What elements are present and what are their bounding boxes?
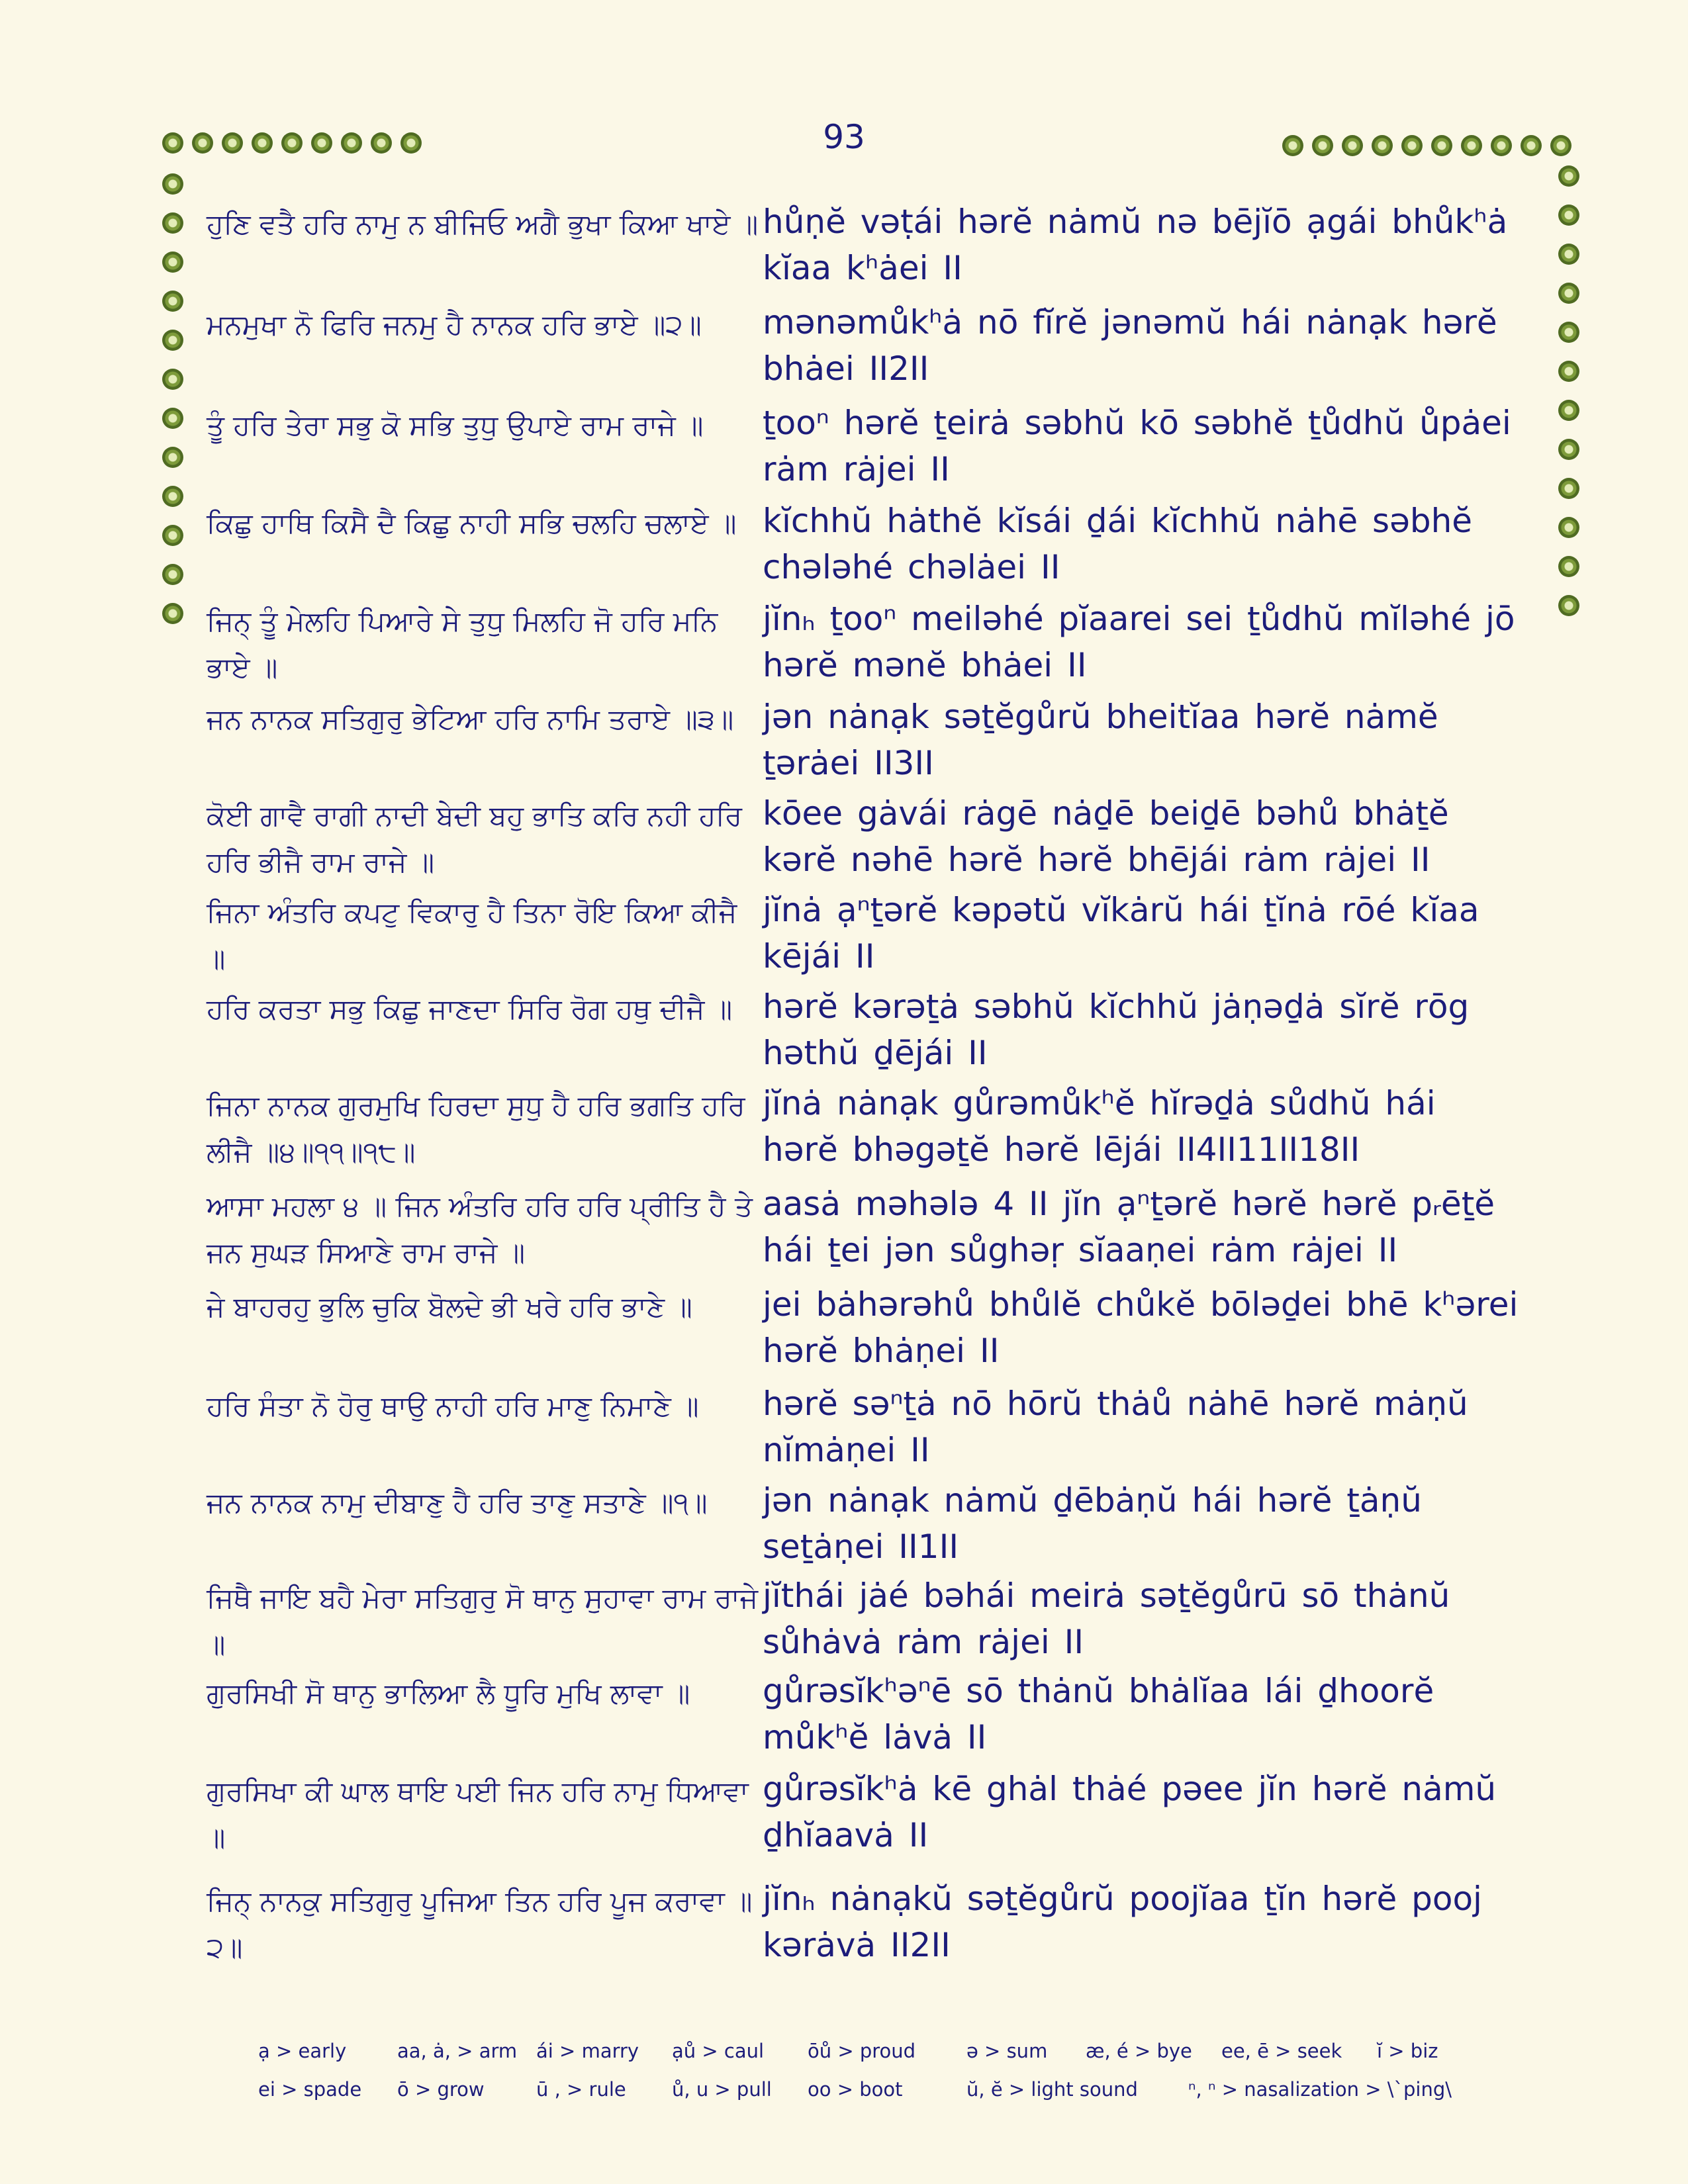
flower-ornament-icon xyxy=(1521,135,1542,156)
flower-ornament-icon xyxy=(1401,135,1423,156)
legend-item: ů, u > pull xyxy=(672,2078,772,2101)
verse-entry xyxy=(207,498,1524,596)
flower-ornament-icon xyxy=(1558,595,1579,616)
gurmukhi-text: ਕੋਈ ਗਾਵੈ ਰਾਗੀ ਨਾਦੀ ਬੇਦੀ ਬਹੁ ਭਾਤਿ ਕਰਿ ਨਹੀ ਹਰਿ ਹਰਿ ਭੀਜੈ ਰਾਮ ਰਾਜੇ ॥ xyxy=(207,799,742,878)
flower-ornament-icon xyxy=(1282,135,1303,156)
legend-item: ō > grow xyxy=(397,2078,485,2101)
transliteration-text: jei bȧhərəhů bhůlĕ chůkĕ bōləḏei bhē kʰərei hərĕ bhȧṇei II xyxy=(763,1285,1519,1370)
flower-ornament-icon xyxy=(1461,135,1482,156)
gurmukhi-text: ਕਿਛੁ ਹਾਥਿ ਕਿਸੈ ਦੈ ਕਿਛੁ ਨਾਹੀ ਸਭਿ ਚਲਹਿ ਚਲਾਏ ॥ xyxy=(207,507,737,539)
gurmukhi-text: ਗੁਰਸਿਖਾ ਕੀ ਘਾਲ ਥਾਇ ਪਈ ਜਿਨ ਹਰਿ ਨਾਮੁ ਧਿਆਵਾ ॥ xyxy=(207,1775,749,1854)
flower-ornament-icon xyxy=(1558,165,1579,187)
verse-entry xyxy=(207,299,1524,400)
flower-ornament-icon xyxy=(1558,439,1579,460)
legend-item: ái > marry xyxy=(536,2040,639,2062)
legend-item: ạů > caul xyxy=(672,2040,765,2062)
page-number: 93 xyxy=(823,118,865,156)
gurmukhi-text: ਹਰਿ ਸੰਤਾ ਨੋ ਹੋਰੁ ਥਾਉ ਨਾਹੀ ਹਰਿ ਮਾਣੁ ਨਿਮਾਣੇ ॥ xyxy=(207,1390,699,1422)
legend-item: ee, ē > seek xyxy=(1221,2040,1342,2062)
verse-entry xyxy=(207,400,1524,498)
transliteration-text: hůṇĕ vəṭái hərĕ nȧmŭ nə bējĭō ạgái bhůkʰȧ kĭaa kʰȧei II xyxy=(763,203,1508,287)
flower-ornament-icon xyxy=(222,132,243,154)
flower-ornament-icon xyxy=(1491,135,1512,156)
transliteration-text: jən nȧnạk səṯĕgůrŭ bheitĭaa hərĕ nȧmĕ ṯərȧei II3II xyxy=(763,698,1438,782)
flower-ornament-icon xyxy=(1558,517,1579,538)
flower-ornament-icon xyxy=(1550,135,1571,156)
legend-item: ei > spade xyxy=(258,2078,362,2101)
legend-item: æ, é > bye xyxy=(1086,2040,1192,2062)
flower-ornament-icon xyxy=(162,251,183,273)
verse-entry xyxy=(207,887,1524,983)
verse-entry xyxy=(207,790,1524,887)
transliteration-text: jĭnₕ ṯooⁿ meiləhé pĭaarei sei ṯůdhŭ mĭləhé jō hərĕ mənĕ bhȧei II xyxy=(763,600,1515,684)
gurmukhi-text: ਜਿਥੈ ਜਾਇ ਬਹੈ ਮੇਰਾ ਸਤਿਗੁਰੁ ਸੋ ਥਾਨੁ ਸੁਹਾਵਾ ਰਾਮ ਰਾਜੇ ॥ xyxy=(207,1582,759,1661)
transliteration-text: jĭnₕ nȧnạkŭ səṯĕgůrŭ poojĭaa ṯĭn hərĕ pooj kərȧvȧ II2II xyxy=(763,1880,1482,1964)
legend-item: ū , > rule xyxy=(536,2078,626,2101)
flower-ornament-icon xyxy=(400,132,422,154)
transliteration-text: jĭnȧ nȧnạk gůrəmůkʰĕ hĭrəḏȧ sůdhŭ hái hərĕ bhəgəṯĕ hərĕ lējái II4II11II18II xyxy=(763,1084,1436,1169)
flower-ornament-icon xyxy=(311,132,332,154)
gurmukhi-text: ਹਰਿ ਕਰਤਾ ਸਭੁ ਕਿਛੁ ਜਾਣਦਾ ਸਿਰਿ ਰੋਗ ਹਥੁ ਦੀਜੈ ॥ xyxy=(207,993,733,1025)
flower-ornament-icon xyxy=(1558,361,1579,382)
gurmukhi-text: ਜਨ ਨਾਨਕ ਨਾਮੁ ਦੀਬਾਣੁ ਹੈ ਹਰਿ ਤਾਣੁ ਸਤਾਣੇ ॥੧॥ xyxy=(207,1486,708,1519)
gurmukhi-text: ਜਿਨਾ ਨਾਨਕ ਗੁਰਮੁਖਿ ਹਿਰਦਾ ਸੁਧੁ ਹੈ ਹਰਿ ਭਗਤਿ ਹਰਿ ਲੀਜੈ ॥੪॥੧੧॥੧੮॥ xyxy=(207,1089,745,1168)
flower-ornament-icon xyxy=(1558,205,1579,226)
gurmukhi-text: ਜਿਨ੍ ਤੂੰ ਮੇਲਹਿ ਪਿਆਰੇ ਸੇ ਤੁਧੁ ਮਿਲਹਿ ਜੋ ਹਰਿ ਮਨਿ ਭਾਏ ॥ xyxy=(207,605,718,684)
verse-entry xyxy=(207,1572,1524,1668)
verse-entry xyxy=(207,596,1524,694)
flower-ornament-icon xyxy=(162,486,183,507)
flower-ornament-icon xyxy=(1558,283,1579,304)
flower-ornament-icon xyxy=(371,132,392,154)
ornament-column-left xyxy=(161,173,185,624)
transliteration-text: kĭchhŭ hȧthĕ kĭsái ḏái kĭchhŭ nȧhē səbhĕ chələhé chəlȧei II xyxy=(763,502,1473,586)
verse-entry xyxy=(207,1281,1524,1381)
verse-entry xyxy=(207,1668,1524,1766)
transliteration-text: ṯooⁿ hərĕ ṯeirȧ səbhŭ kō səbhĕ ṯůdhŭ ůpȧei rȧm rȧjei II xyxy=(763,404,1511,488)
flower-ornament-icon xyxy=(162,564,183,585)
verse-entry xyxy=(207,199,1524,299)
ornament-row-right xyxy=(1282,134,1571,158)
flower-ornament-icon xyxy=(1558,400,1579,421)
flower-ornament-icon xyxy=(162,447,183,468)
flower-ornament-icon xyxy=(162,330,183,351)
gurmukhi-text: ਆਸਾ ਮਹਲਾ ੪ ॥ ਜਿਨ ਅੰਤਰਿ ਹਰਿ ਹਰਿ ਪ੍ਰੀਤਿ ਹੈ ਤੇ ਜਨ ਸੁਘੜ ਸਿਆਣੇ ਰਾਮ ਰਾਜੇ ॥ xyxy=(207,1190,753,1269)
transliteration-text: jĭthái jȧé bəhái meirȧ səṯĕgůrū sō thȧnŭ sůhȧvȧ rȧm rȧjei II xyxy=(763,1576,1450,1661)
flower-ornament-icon xyxy=(1372,135,1393,156)
flower-ornament-icon xyxy=(341,132,362,154)
verse-entry xyxy=(207,1766,1524,1876)
verse-entry xyxy=(207,1080,1524,1181)
legend-item: ĭ > biz xyxy=(1377,2040,1438,2062)
verse-entry xyxy=(207,983,1524,1080)
gurmukhi-text: ਜਿਨ੍ ਨਾਨਕੁ ਸਤਿਗੁਰੁ ਪੂਜਿਆ ਤਿਨ ਹਰਿ ਪੂਜ ਕਰਾਵਾ ॥੨॥ xyxy=(207,1885,753,1964)
transliteration-text: jĭnȧ ạⁿṯərĕ kəpətŭ vĭkȧrŭ hái ṯĭnȧ rōé kĭaa kējái II xyxy=(763,891,1479,976)
flower-ornament-icon xyxy=(1431,135,1452,156)
gurmukhi-text: ਹੁਣਿ ਵਤੈ ਹਰਿ ਨਾਮੁ ਨ ਬੀਜਿਓ ਅਗੈ ਭੁਖਾ ਕਿਆ ਖਾਏ ॥ xyxy=(207,208,759,240)
legend-row xyxy=(258,2070,1516,2109)
flower-ornament-icon xyxy=(252,132,273,154)
transliteration-text: gůrəsĭkʰəⁿē sō thȧnŭ bhȧlĭaa lái ḏhoorĕ můkʰĕ lȧvȧ II xyxy=(763,1672,1434,1756)
flower-ornament-icon xyxy=(162,173,183,195)
pronunciation-legend xyxy=(258,2032,1516,2109)
ornament-row-left xyxy=(162,131,422,155)
verse-entry xyxy=(207,1381,1524,1477)
flower-ornament-icon xyxy=(1558,244,1579,265)
gurmukhi-text: ਮਨਮੁਖਾ ਨੋ ਫਿਰਿ ਜਨਮੁ ਹੈ ਨਾਨਕ ਹਰਿ ਭਾਏ ॥੨॥ xyxy=(207,308,702,341)
transliteration-text: hərĕ səⁿṯȧ nō hōrŭ thȧů nȧhē hərĕ mȧṇŭ nĭmȧṇei II xyxy=(763,1385,1468,1469)
flower-ornament-icon xyxy=(162,132,183,154)
transliteration-text: hərĕ kərəṯȧ səbhŭ kĭchhŭ jȧṇəḏȧ sĭrĕ rōg həthŭ ḏējái II xyxy=(763,987,1470,1072)
flower-ornament-icon xyxy=(1312,135,1333,156)
gurmukhi-text: ਤੂੰ ਹਰਿ ਤੇਰਾ ਸਭੁ ਕੋ ਸਭਿ ਤੁਧੁ ਉਪਾਏ ਰਾਮ ਰਾਜੇ ॥ xyxy=(207,409,704,441)
flower-ornament-icon xyxy=(162,525,183,546)
legend-row xyxy=(258,2032,1516,2070)
flower-ornament-icon xyxy=(162,603,183,624)
legend-item: ⁿ, ⁿ > nasalization > \`ping\ xyxy=(1188,2078,1452,2101)
flower-ornament-icon xyxy=(281,132,303,154)
legend-item: aa, ȧ, > arm xyxy=(397,2040,518,2062)
flower-ornament-icon xyxy=(1558,556,1579,577)
flower-ornament-icon xyxy=(1558,322,1579,343)
transliteration-text: kōee gȧvái rȧgē nȧḏē beiḏē bəhů bhȧṯĕ kərĕ nəhē hərĕ hərĕ bhējái rȧm rȧjei II xyxy=(763,794,1449,879)
flower-ornament-icon xyxy=(162,212,183,234)
gurmukhi-text: ਜੇ ਬਾਹਰਹੁ ਭੁਲਿ ਚੁਕਿ ਬੋਲਦੇ ਭੀ ਖਰੇ ਹਰਿ ਭਾਣੇ ॥ xyxy=(207,1291,692,1323)
flower-ornament-icon xyxy=(162,291,183,312)
transliteration-text: mənəmůkʰȧ nō fĭrĕ jənəmŭ hái nȧnạk hərĕ bhȧei II2II xyxy=(763,303,1497,388)
verse-list xyxy=(207,199,1524,1975)
verse-entry xyxy=(207,694,1524,790)
legend-item: ə > sum xyxy=(966,2040,1048,2062)
transliteration-text: gůrəsĭkʰȧ kē ghȧl thȧé pəee jĭn hərĕ nȧmŭ ḏhĭaavȧ II xyxy=(763,1770,1497,1854)
ornament-column-right xyxy=(1557,165,1581,616)
verse-entry xyxy=(207,1181,1524,1281)
flower-ornament-icon xyxy=(162,369,183,390)
verse-entry xyxy=(207,1876,1524,1975)
flower-ornament-icon xyxy=(192,132,213,154)
legend-item: oo > boot xyxy=(808,2078,903,2101)
transliteration-text: aasȧ məhələ 4 II jĭn ạⁿṯərĕ hərĕ hərĕ pᵣēṯĕ hái ṯei jən sůghəṛ sĭaaṇei rȧm rȧjei II xyxy=(763,1185,1495,1269)
gurmukhi-text: ਜਿਨਾ ਅੰਤਰਿ ਕਪਟੁ ਵਿਕਾਰੁ ਹੈ ਤਿਨਾ ਰੋਇ ਕਿਆ ਕੀਜੈ ॥ xyxy=(207,896,737,975)
flower-ornament-icon xyxy=(162,408,183,429)
legend-item: ạ > early xyxy=(258,2040,347,2062)
transliteration-text: jən nȧnạk nȧmŭ ḏēbȧṇŭ hái hərĕ ṯȧṇŭ seṯȧṇei II1II xyxy=(763,1481,1422,1566)
flower-ornament-icon xyxy=(1342,135,1363,156)
legend-item: ōů > proud xyxy=(808,2040,916,2062)
verse-entry xyxy=(207,1477,1524,1572)
gurmukhi-text: ਜਨ ਨਾਨਕ ਸਤਿਗੁਰੁ ਭੇਟਿਆ ਹਰਿ ਨਾਮਿ ਤਰਾਏ ॥੩॥ xyxy=(207,703,734,735)
gurmukhi-text: ਗੁਰਸਿਖੀ ਸੋ ਥਾਨੁ ਭਾਲਿਆ ਲੈ ਧੂਰਿ ਮੁਖਿ ਲਾਵਾ ॥ xyxy=(207,1677,690,1709)
legend-item: ŭ, ĕ > light sound xyxy=(966,2078,1138,2101)
flower-ornament-icon xyxy=(1558,478,1579,499)
